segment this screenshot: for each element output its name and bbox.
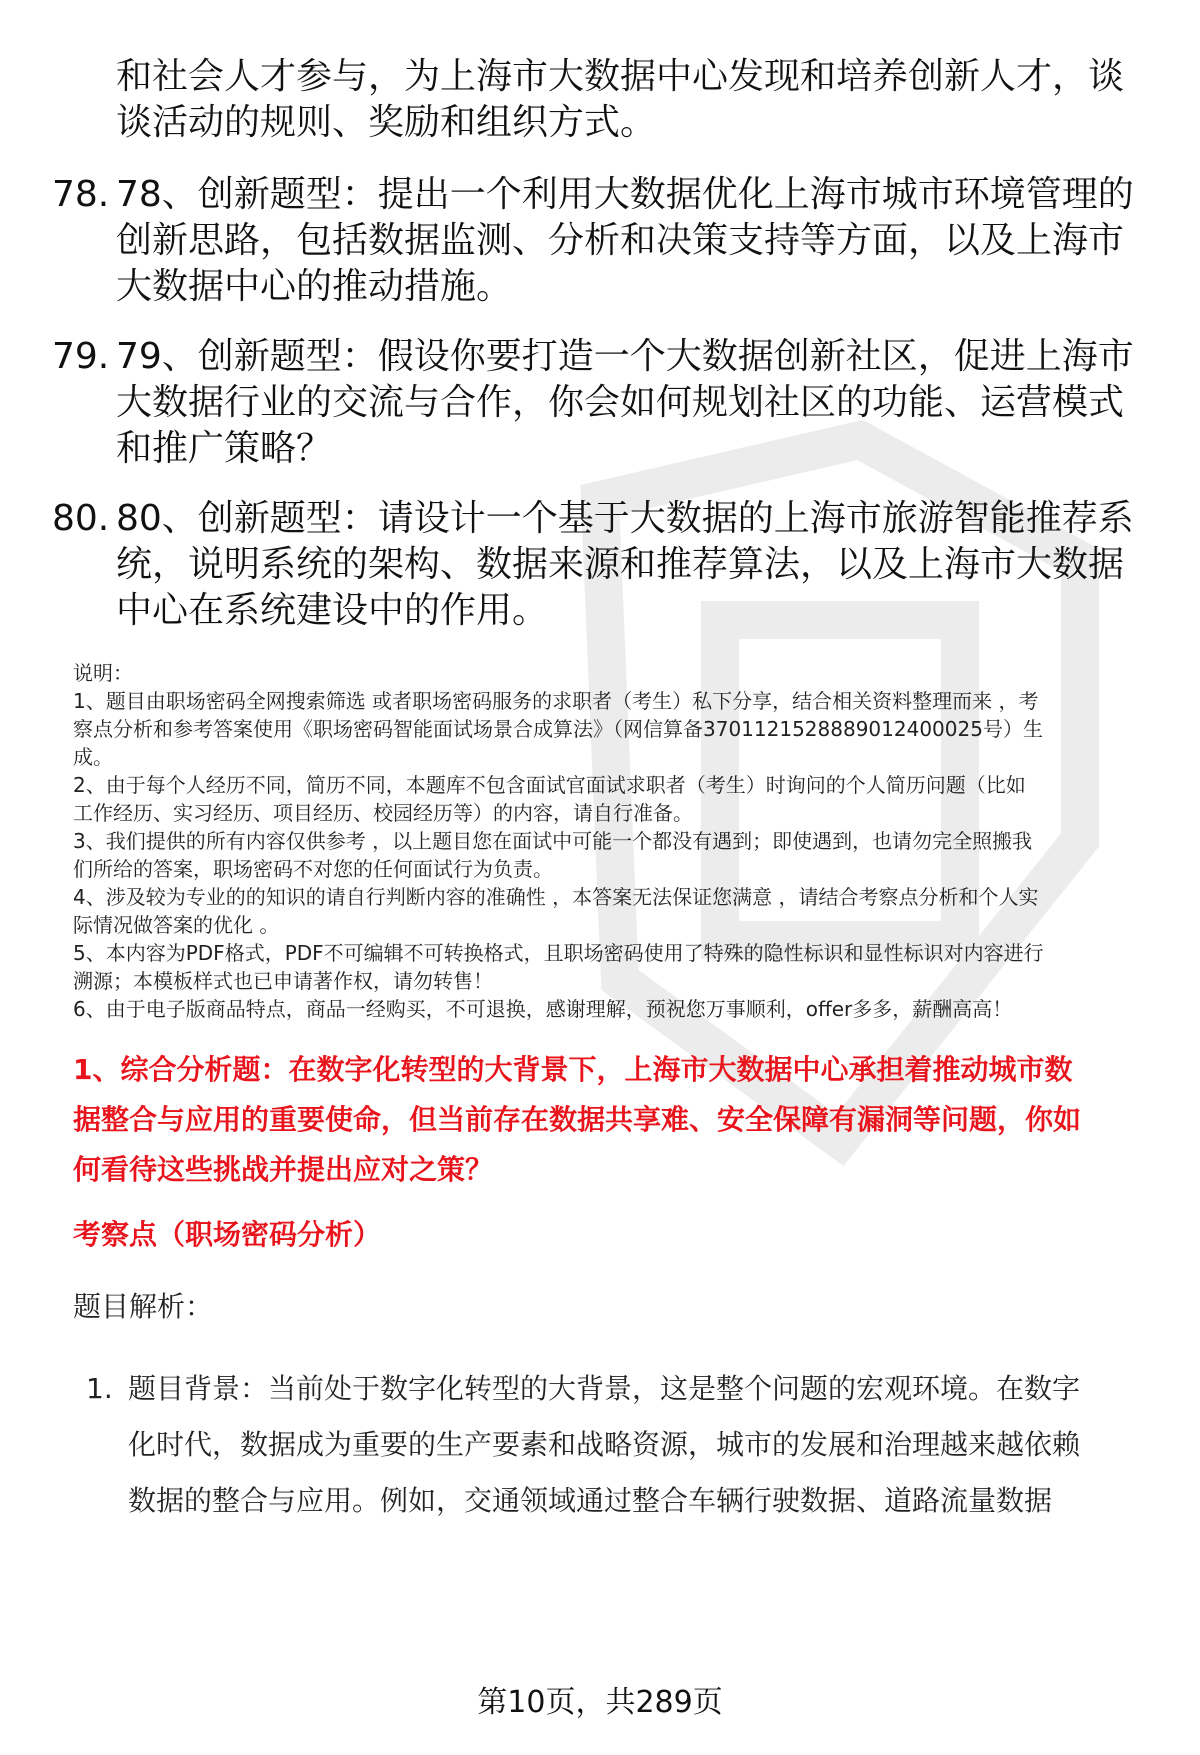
question-number: 80. bbox=[52, 498, 110, 539]
question-line: 中心在系统建设中的作用。 bbox=[116, 590, 549, 631]
prev-item-line: 和社会人才参与，为上海市大数据中心发现和培养创新人才，谈 bbox=[116, 56, 1125, 97]
list-item-line: 数据的整合与应用。例如，交通领域通过整合车辆行驶数据、道路流量数据 bbox=[128, 1484, 1053, 1517]
note-line: 溯源；本模板样式也已申请著作权，请勿转售！ bbox=[73, 969, 493, 993]
main-question-line: 何看待这些挑战并提出应对之策？ bbox=[73, 1153, 494, 1186]
analysis-heading: 题目解析： bbox=[73, 1290, 214, 1323]
note-line: 工作经历、实习经历、项目经历、校园经历等）的内容，请自行准备。 bbox=[73, 801, 693, 825]
note-line: 际情况做答案的优化 。 bbox=[73, 913, 280, 937]
question-line: 79、创新题型：假设你要打造一个大数据创新社区，促进上海市 bbox=[116, 336, 1134, 377]
note-line: 6、由于电子版商品特点，商品一经购买，不可退换，感谢理解，预祝您万事顺利，offer多多，薪酬高高！ bbox=[73, 997, 1013, 1021]
question-line: 和推广策略？ bbox=[116, 428, 333, 469]
question-line: 78、创新题型：提出一个利用大数据优化上海市城市环境管理的 bbox=[116, 174, 1134, 215]
question-line: 80、创新题型：请设计一个基于大数据的上海市旅游智能推荐系 bbox=[116, 498, 1134, 539]
note-line: 们所给的答案，职场密码不对您的任何面试行为负责。 bbox=[73, 857, 553, 881]
note-line: 4、涉及较为专业的的知识的请自行判断内容的准确性 ，本答案无法保证您满意 ，请结合考察点分析和个人实 bbox=[73, 885, 1039, 909]
question-number: 78. bbox=[52, 174, 110, 215]
note-line: 5、本内容为PDF格式，PDF不可编辑不可转换格式，且职场密码使用了特殊的隐性标识和显性标识对内容进行 bbox=[73, 941, 1044, 965]
list-item-line: 题目背景：当前处于数字化转型的大背景，这是整个问题的宏观环境。在数字 bbox=[128, 1372, 1081, 1405]
note-line: 察点分析和参考答案使用《职场密码智能面试场景合成算法》（网信算备3701121528889012400025号）生 bbox=[73, 717, 1043, 741]
notes-heading: 说明： bbox=[73, 661, 133, 685]
page-footer: 第10页，共289页 bbox=[477, 1685, 723, 1720]
note-line: 1、题目由职场密码全网搜索筛选 或者职场密码服务的求职者（考生）私下分享，结合相关资料整理而来 ，考 bbox=[73, 689, 1039, 713]
question-line: 创新思路，包括数据监测、分析和决策支持等方面，以及上海市 bbox=[116, 220, 1125, 261]
question-line: 大数据中心的推动措施。 bbox=[116, 266, 513, 307]
list-number: 1. bbox=[86, 1372, 113, 1405]
note-line: 2、由于每个人经历不同，简历不同，本题库不包含面试官面试求职者（考生）时询问的个人简历问题（比如 bbox=[73, 773, 1026, 797]
note-line: 3、我们提供的所有内容仅供参考 ，以上题目您在面试中可能一个都没有遇到；即使遇到，也请勿完全照搬我 bbox=[73, 829, 1033, 853]
question-line: 大数据行业的交流与合作，你会如何规划社区的功能、运营模式 bbox=[116, 382, 1125, 423]
note-line: 成。 bbox=[73, 745, 113, 769]
inspection-point-heading: 考察点（职场密码分析） bbox=[73, 1218, 382, 1251]
prev-item-line: 谈活动的规则、奖励和组织方式。 bbox=[116, 102, 657, 143]
question-number: 79. bbox=[52, 336, 110, 377]
question-line: 统，说明系统的架构、数据来源和推荐算法，以及上海市大数据 bbox=[116, 544, 1125, 585]
main-question-line: 据整合与应用的重要使命，但当前存在数据共享难、安全保障有漏洞等问题，你如 bbox=[73, 1103, 1082, 1136]
main-question-line: 1、综合分析题：在数字化转型的大背景下，上海市大数据中心承担着推动城市数 bbox=[73, 1053, 1073, 1086]
list-item-line: 化时代，数据成为重要的生产要素和战略资源，城市的发展和治理越来越依赖 bbox=[128, 1428, 1081, 1461]
